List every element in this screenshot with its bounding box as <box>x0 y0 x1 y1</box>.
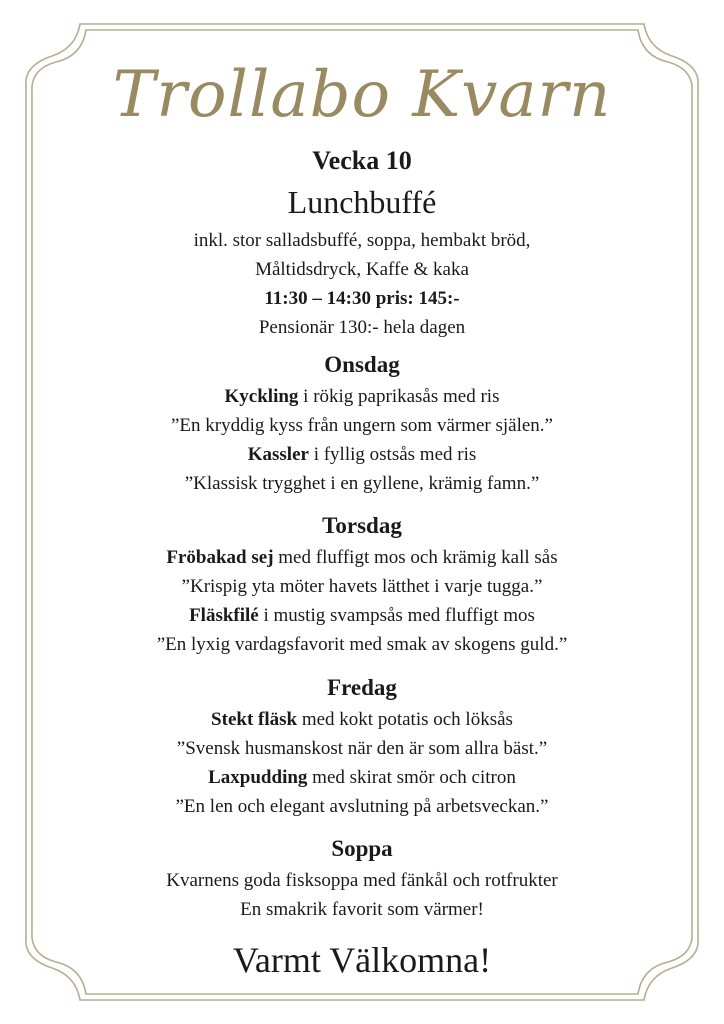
buffet-pensioner-price: Pensionär 130:- hela dagen <box>258 317 466 338</box>
buffet-hours-price: 11:30 – 14:30 pris: 145:- <box>264 288 460 309</box>
dish-desc: med fluffigt mos och krämig kall sås <box>273 547 558 568</box>
dish-quote: ”En len och elegant avslutning på arbetsveckan.” <box>175 796 549 817</box>
dish-desc: i fyllig ostsås med ris <box>308 444 477 465</box>
buffet-info <box>60 226 664 342</box>
dish-desc: i mustig svampsås med fluffigt mos <box>258 605 535 626</box>
dish-quote: ”En kryddig kyss från ungern som värmer själen.” <box>170 415 553 436</box>
restaurant-logo: Trollabo Kvarn <box>112 58 612 132</box>
day-title: Fredag <box>327 675 397 700</box>
dish-quote: ”En lyxig vardagsfavorit med smak av skogens guld.” <box>156 634 568 655</box>
dish-line <box>60 543 664 572</box>
day-title: Torsdag <box>322 513 402 538</box>
soup-line: En smakrik favorit som värmer! <box>240 899 484 920</box>
soup-title: Soppa <box>331 836 393 861</box>
dish-line <box>60 601 664 630</box>
dish-line <box>60 382 664 411</box>
buffet-line: inkl. stor salladsbuffé, soppa, hembakt bröd, <box>193 230 531 251</box>
dish-name: Fläskfilé <box>189 605 259 626</box>
buffet-title: Lunchbuffé <box>287 184 437 220</box>
day-section-onsdag <box>60 350 664 498</box>
welcome-text: Varmt Välkomna! <box>232 940 492 980</box>
day-section-torsdag <box>60 511 664 659</box>
dish-quote: ”Svensk husmanskost när den är som allra bäst.” <box>176 738 548 759</box>
dish-quote: ”Krispig yta möter havets lätthet i varje tugga.” <box>181 576 543 597</box>
dish-line <box>60 705 664 734</box>
week-label: Vecka 10 <box>312 146 412 175</box>
buffet-line: Måltidsdryck, Kaffe & kaka <box>255 259 469 280</box>
dish-name: Kassler <box>247 444 309 465</box>
soup-section <box>60 834 664 924</box>
dish-desc: i rökig paprikasås med ris <box>298 386 500 407</box>
dish-desc: med skirat smör och citron <box>307 767 516 788</box>
day-section-fredag <box>60 673 664 821</box>
dish-line <box>60 763 664 792</box>
dish-line <box>60 440 664 469</box>
dish-name: Laxpudding <box>208 767 308 788</box>
dish-desc: med kokt potatis och löksås <box>297 709 513 730</box>
dish-name: Kyckling <box>224 386 299 407</box>
dish-name: Fröbakad sej <box>166 547 274 568</box>
soup-line: Kvarnens goda fisksoppa med fänkål och rotfrukter <box>166 870 558 891</box>
dish-quote: ”Klassisk trygghet i en gyllene, krämig famn.” <box>184 473 540 494</box>
dish-name: Stekt fläsk <box>211 709 298 730</box>
day-title: Onsdag <box>324 352 400 377</box>
